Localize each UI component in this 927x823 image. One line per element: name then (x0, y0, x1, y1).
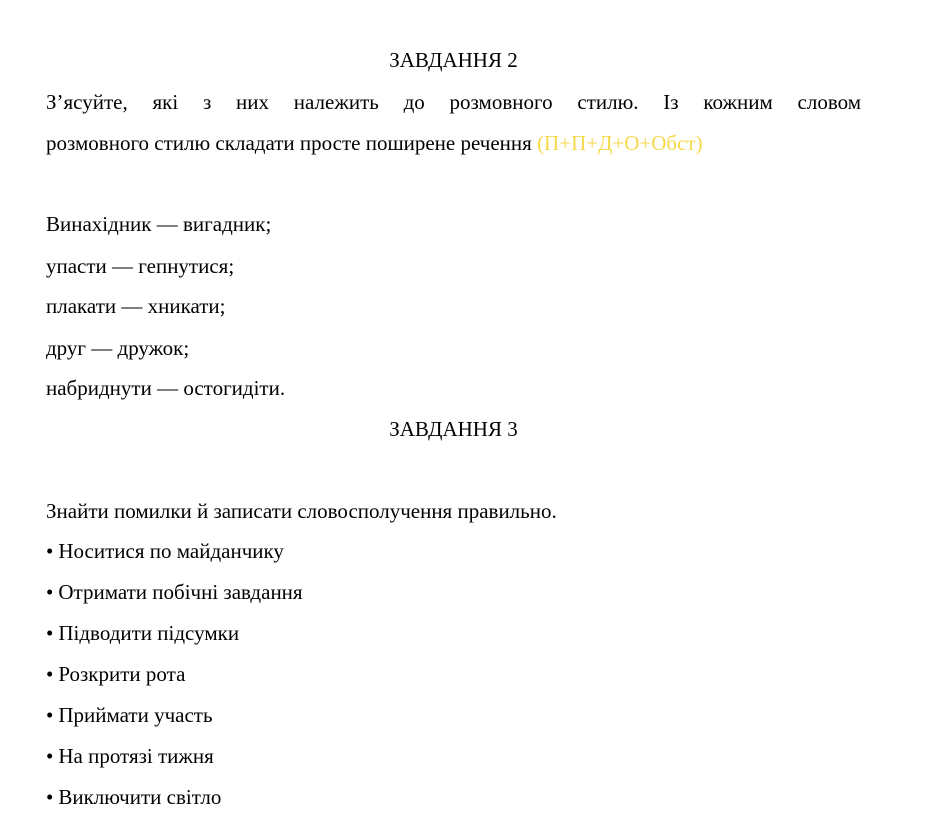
list-item (46, 662, 185, 686)
task2-instruction-text: розмовного стилю складати просте поширене речення (46, 131, 532, 155)
word-pair: плакати — хникати; (46, 294, 226, 318)
list-item (46, 744, 214, 768)
bullet-icon: • (46, 539, 54, 563)
bullet-icon: • (46, 621, 54, 645)
list-item (46, 703, 213, 727)
task2-heading: ЗАВДАННЯ 2 (389, 48, 518, 72)
bullet-icon: • (46, 703, 54, 727)
bullet-icon: • (46, 662, 54, 686)
list-item-text: Виключити світло (58, 785, 222, 809)
word-pair: упасти — гепнутися; (46, 254, 235, 278)
list-item-text: Приймати участь (58, 703, 213, 727)
list-item (46, 785, 221, 809)
list-item-text: Носитися по майданчику (58, 539, 284, 563)
list-item (46, 539, 284, 563)
task2-sentence-formula: (П+П+Д+О+Обст) (537, 131, 703, 155)
word-pair: Винахідник — вигадник; (46, 212, 272, 236)
word-pair: друг — дружок; (46, 336, 190, 360)
list-item-text: Підводити підсумки (58, 621, 240, 645)
task3-instruction: Знайти помилки й записати словосполучення правильно. (46, 499, 557, 523)
list-item (46, 621, 239, 645)
list-item-text: Отримати побічні завдання (58, 580, 303, 604)
list-item-text: Розкрити рота (58, 662, 186, 686)
list-item-text: На протязі тижня (58, 744, 214, 768)
word-pair: набриднути — остогидіти. (46, 376, 286, 400)
bullet-icon: • (46, 580, 54, 604)
task3-heading: ЗАВДАННЯ 3 (389, 417, 518, 441)
task2-instruction-line1: З’ясуйте, які з них належить до розмовного стилю. Із кожним словом (46, 90, 861, 114)
task2-instruction-line2 (46, 131, 703, 155)
bullet-icon: • (46, 785, 54, 809)
list-item (46, 580, 303, 604)
bullet-icon: • (46, 744, 54, 768)
